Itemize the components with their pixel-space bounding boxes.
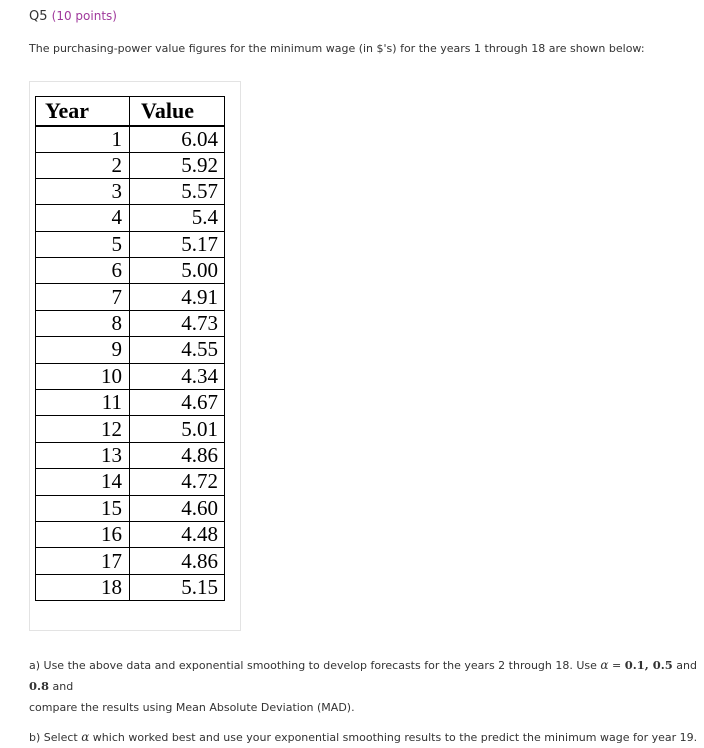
year-cell: 2: [36, 152, 130, 178]
table-row: [36, 337, 225, 363]
table-row: [36, 521, 225, 547]
table-row: [36, 284, 225, 310]
year-cell: 18: [36, 574, 130, 600]
table-row: [36, 390, 225, 416]
year-cell: 11: [36, 390, 130, 416]
table-row: [36, 258, 225, 284]
data-table: [35, 96, 225, 601]
year-cell: 14: [36, 469, 130, 495]
value-cell: 6.04: [130, 126, 225, 153]
table-row: [36, 416, 225, 442]
part-a-line2: compare the results using Mean Absolute Deviation (MAD).: [29, 701, 355, 714]
value-cell: 4.34: [130, 363, 225, 389]
year-cell: 8: [36, 310, 130, 336]
year-cell: 13: [36, 442, 130, 468]
table-row: [36, 442, 225, 468]
table-row: [36, 178, 225, 204]
table-row: [36, 469, 225, 495]
table-row: [36, 205, 225, 231]
table-row: [36, 574, 225, 600]
year-cell: 4: [36, 205, 130, 231]
alpha-symbol: α: [600, 658, 609, 672]
table-row: [36, 231, 225, 257]
part-a-tail: and: [49, 680, 74, 693]
question-parts: [29, 655, 699, 748]
value-cell: 4.60: [130, 495, 225, 521]
equals-sign: =: [608, 659, 625, 672]
value-cell: 4.48: [130, 521, 225, 547]
year-cell: 10: [36, 363, 130, 389]
year-cell: 1: [36, 126, 130, 153]
value-cell: 4.86: [130, 442, 225, 468]
table-header-row: [36, 97, 225, 126]
table-body: [36, 126, 225, 601]
table-row: [36, 495, 225, 521]
year-column-header: Year: [36, 97, 130, 126]
table-row: [36, 363, 225, 389]
table-row: [36, 548, 225, 574]
value-cell: 4.72: [130, 469, 225, 495]
alpha-last-value: 0.8: [29, 679, 50, 693]
value-cell: 5.57: [130, 178, 225, 204]
part-b-text: b) Select: [29, 731, 82, 744]
year-cell: 16: [36, 521, 130, 547]
part-b-tail: which worked best and use your exponential smoothing results to the predict the minimum wage for year 19.: [89, 731, 698, 744]
year-cell: 7: [36, 284, 130, 310]
alpha-values: 0.1, 0.5: [624, 658, 673, 672]
question-points: (10 points): [51, 9, 117, 23]
value-cell: 5.01: [130, 416, 225, 442]
year-cell: 12: [36, 416, 130, 442]
and-word: and: [672, 659, 697, 672]
year-cell: 3: [36, 178, 130, 204]
value-cell: 4.55: [130, 337, 225, 363]
value-column-header: Value: [130, 97, 225, 126]
value-cell: 5.92: [130, 152, 225, 178]
year-cell: 9: [36, 337, 130, 363]
table-row: [36, 152, 225, 178]
year-cell: 17: [36, 548, 130, 574]
value-cell: 5.4: [130, 205, 225, 231]
year-cell: 15: [36, 495, 130, 521]
value-cell: 4.86: [130, 548, 225, 574]
value-cell: 5.15: [130, 574, 225, 600]
value-cell: 4.91: [130, 284, 225, 310]
table-row: [36, 126, 225, 153]
value-cell: 5.00: [130, 258, 225, 284]
part-b: [29, 727, 699, 748]
question-header: [29, 9, 117, 24]
table-row: [36, 310, 225, 336]
part-a: [29, 655, 699, 718]
part-a-text: a) Use the above data and exponential smoothing to develop forecasts for the years 2 through 18. Use: [29, 659, 601, 672]
value-cell: 4.67: [130, 390, 225, 416]
alpha-symbol: α: [81, 730, 90, 744]
question-number: Q5: [29, 9, 48, 24]
year-cell: 5: [36, 231, 130, 257]
value-cell: 5.17: [130, 231, 225, 257]
question-intro: The purchasing-power value figures for the minimum wage (in $'s) for the years 1 through 18 are shown below:: [29, 42, 645, 55]
year-cell: 6: [36, 258, 130, 284]
value-cell: 4.73: [130, 310, 225, 336]
